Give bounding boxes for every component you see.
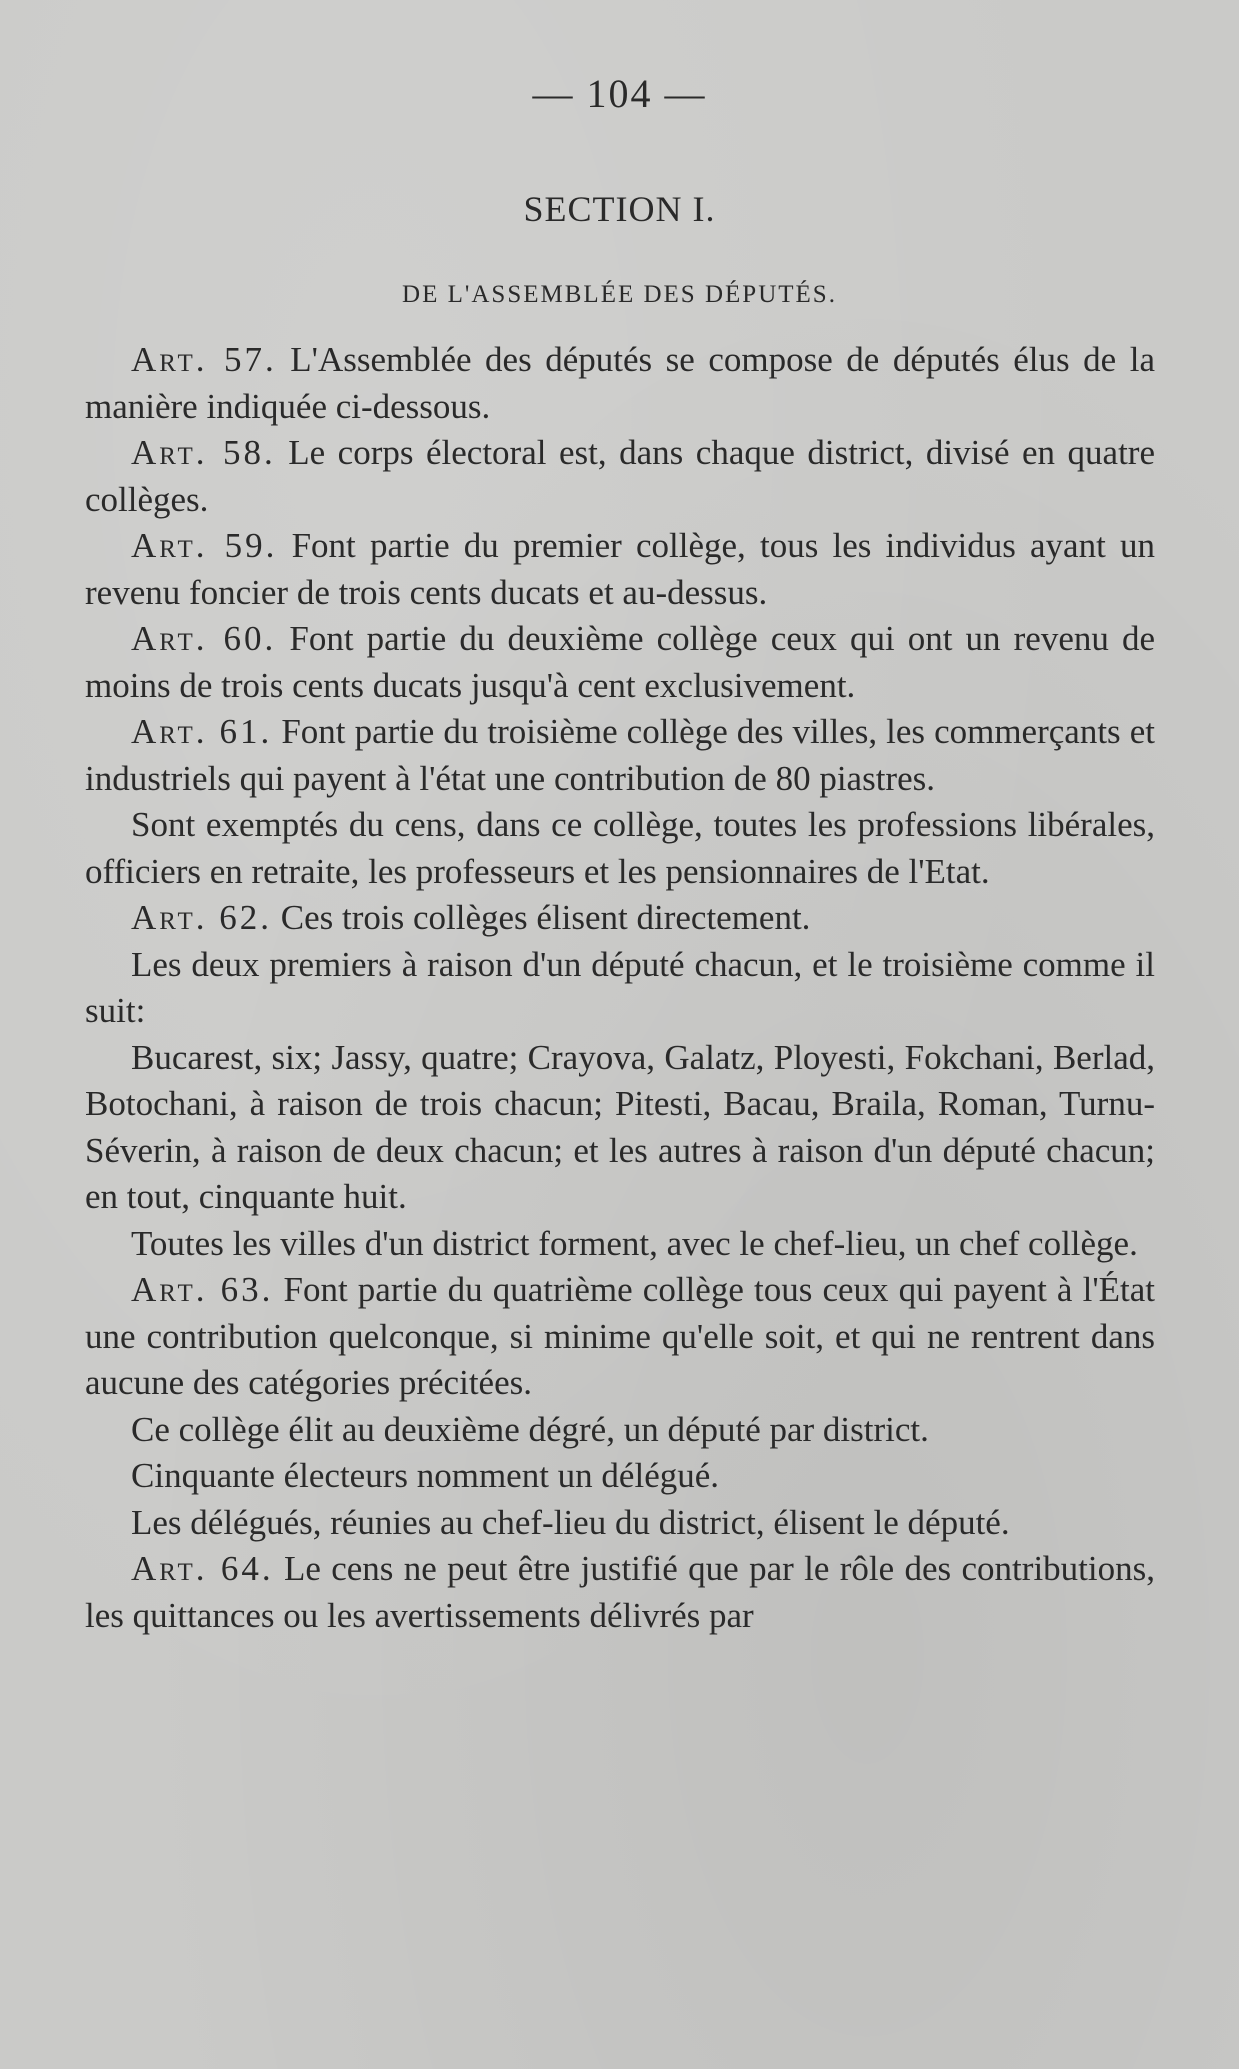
- paragraph-text: Cinquante électeurs nomment un délégué.: [131, 1456, 720, 1495]
- article-label: Art. 57.: [131, 340, 277, 379]
- article-61-paragraph: [85, 709, 1155, 802]
- section-title: SECTION I.: [523, 189, 716, 229]
- article-59-paragraph: [85, 523, 1155, 616]
- article-label: Art. 62.: [131, 898, 272, 937]
- article-57-paragraph: [85, 337, 1155, 430]
- article-label: Art. 59.: [131, 526, 278, 565]
- paragraph-text: Les deux premiers à raison d'un député chacun, et le troisième comme il suit:: [85, 944, 1155, 1030]
- article-label: Art. 64.: [131, 1549, 274, 1588]
- paragraph-text: Les délégués, réunies au chef-lieu du district, élisent le député.: [131, 1502, 1010, 1542]
- paragraph-text: Ces trois collèges élisent directement.: [271, 898, 811, 937]
- paragraph-text: Le cens ne peut être justifié que par le rôle des contributions, les quittances ou les avertissements délivrés par: [85, 1549, 1155, 1635]
- page-number-header: — 104 —: [532, 71, 707, 116]
- body-text: [85, 337, 1155, 1639]
- article-58-paragraph: [85, 430, 1155, 523]
- paragraph-text: Font partie du premier collège, tous les individus ayant un revenu foncier de trois cents ducats et au-dessus.: [85, 526, 1155, 612]
- paragraph: [85, 1453, 1155, 1500]
- article-label: Art. 61.: [131, 712, 273, 751]
- paragraph: [85, 802, 1155, 895]
- paragraph: [85, 1407, 1155, 1454]
- section-subtitle: DE L'ASSEMBLÉE DES DÉPUTÉS.: [402, 281, 837, 308]
- article-label: Art. 60.: [131, 619, 277, 658]
- article-63-paragraph: [85, 1267, 1155, 1407]
- paragraph-text: L'Assemblée des députés se compose de députés élus de la manière indiquée ci-dessous.: [85, 340, 1155, 426]
- paragraph-text: Font partie du troisième collège des villes, les commerçants et industriels qui payent à l'état une contribution de 80 piastres.: [85, 712, 1155, 798]
- article-label: Art. 58.: [131, 433, 276, 472]
- paragraph-text: Ce collège élit au deuxième dégré, un député par district.: [131, 1409, 929, 1449]
- paragraph-text: Font partie du deuxième collège ceux qui ont un revenu de moins de trois cents ducats jusqu'à cent exclusivement.: [85, 619, 1155, 705]
- article-label: Art. 63.: [131, 1270, 274, 1309]
- paragraph: [85, 1221, 1155, 1268]
- paragraph-text: Le corps électoral est, dans chaque district, divisé en quatre collèges.: [85, 433, 1155, 519]
- paragraph: [85, 1035, 1155, 1221]
- article-64-paragraph: [85, 1546, 1155, 1639]
- paragraph-text: Font partie du quatrième collège tous ceux qui payent à l'État une contribution quelconque, si minime qu'elle soit, et qui ne rentrent dans aucune des catégories précitées.: [85, 1270, 1155, 1402]
- paragraph-text: Bucarest, six; Jassy, quatre; Crayova, Galatz, Ployesti, Fokchani, Berlad, Botochani, à raison de trois chacun; Pitesti, Bacau, Braila, Roman, Turnu-Séverin, à raison de deux chacun; et les autres à raison d'un député chacun; en tout, cinquante huit.: [85, 1037, 1155, 1216]
- article-60-paragraph: [85, 616, 1155, 709]
- paragraph-text: Sont exemptés du cens, dans ce collège, toutes les professions libérales, officiers en retraite, les professeurs et les pensionnaires de l'Etat.: [85, 805, 1155, 891]
- article-62-paragraph: [85, 895, 1155, 942]
- paragraph: [85, 1500, 1155, 1547]
- paragraph-text: Toutes les villes d'un district forment, avec le chef-lieu, un chef collège.: [131, 1223, 1138, 1263]
- paragraph: [85, 942, 1155, 1035]
